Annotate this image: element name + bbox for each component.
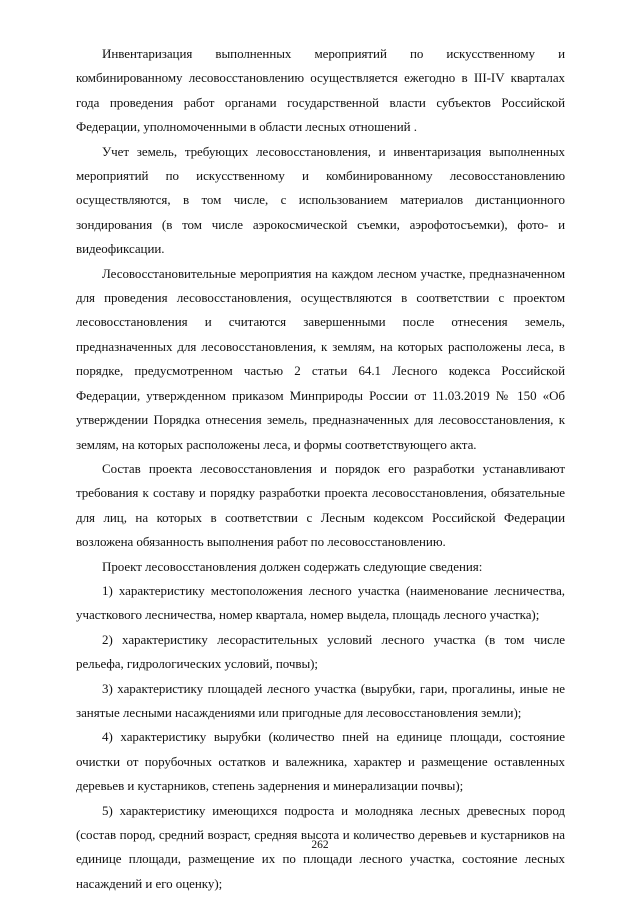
list-item-2: 2) характеристику лесорастительных условий лесного участка (в том числе рельефа, гидрологических условий, почвы);	[76, 631, 565, 672]
list-item-4: 4) характеристику вырубки (количество пней на единице площади, состояние очистки от порубочных остатков и валежника, характер и размещение оставленных деревьев и кустарников, степень задернения и минерализации почвы);	[76, 729, 565, 794]
document-page	[76, 42, 565, 896]
page-number: 262	[311, 839, 329, 851]
paragraph-reforestation-measures: Лесовосстановительные мероприятия на каждом лесном участке, предназначенном для проведения лесовосстановления, осуществляются в соответствии с проектом лесовосстановления и считаются завершенными после отнесения земель, предназначенных для лесовосстановления, к землям, на которых расположены леса, в порядке, предусмотренном частью 2 статьи 64.1 Лесного кодекса Российской Федерации, утвержденном приказом Минприроды России от 11.03.2019 № 150 «Об утверждении Порядка отнесения земель, предназначенных для лесовосстановления, к землям, на которых расположены леса, и формы соответствующего акта.	[76, 265, 565, 452]
paragraph-land-accounting: Учет земель, требующих лесовосстановления, и инвентаризация выполненных мероприятий по искусственному и комбинированному лесовосстановлению осуществляются, в том числе, с использованием материалов дистанционного зондирования (в том числе аэрокосмической съемки, аэрофотосъемки), фото- и видеофиксации.	[76, 143, 565, 257]
list-item-1: 1) характеристику местоположения лесного участка (наименование лесничества, участкового лесничества, номер квартала, номер выдела, площадь лесного участка);	[76, 582, 565, 623]
list-item-5: 5) характеристику имеющихся подроста и молодняка лесных древесных пород (состав пород, средний возраст, средняя высота и количество деревьев и кустарников на единице площади, размещение их по площади лесного участка, состояние лесных насаждений и его оценку);	[76, 802, 565, 891]
list-item-3: 3) характеристику площадей лесного участка (вырубки, гари, прогалины, иные не занятые лесными насаждениями или пригодные для лесовосстановления земли);	[76, 680, 565, 720]
paragraph-inventory: Инвентаризация выполненных мероприятий по искусственному и комбинированному лесовосстановлению осуществляется ежегодно в III-IV кварталах года проведения работ органами государственной власти субъектов Российской Федерации, уполномоченными в области лесных отношений .	[76, 46, 565, 135]
paragraph-project-contents-intro: Проект лесовосстановления должен содержать следующие сведения:	[102, 558, 483, 574]
paragraph-project-composition: Состав проекта лесовосстановления и порядок его разработки устанавливают требования к составу и порядку разработки проекта лесовосстановления, обязательные для лиц, на которых в соответствии с Лесным кодексом Российской Федерации возложена обязанность выполнения работ по лесовосстановлению.	[76, 460, 565, 550]
